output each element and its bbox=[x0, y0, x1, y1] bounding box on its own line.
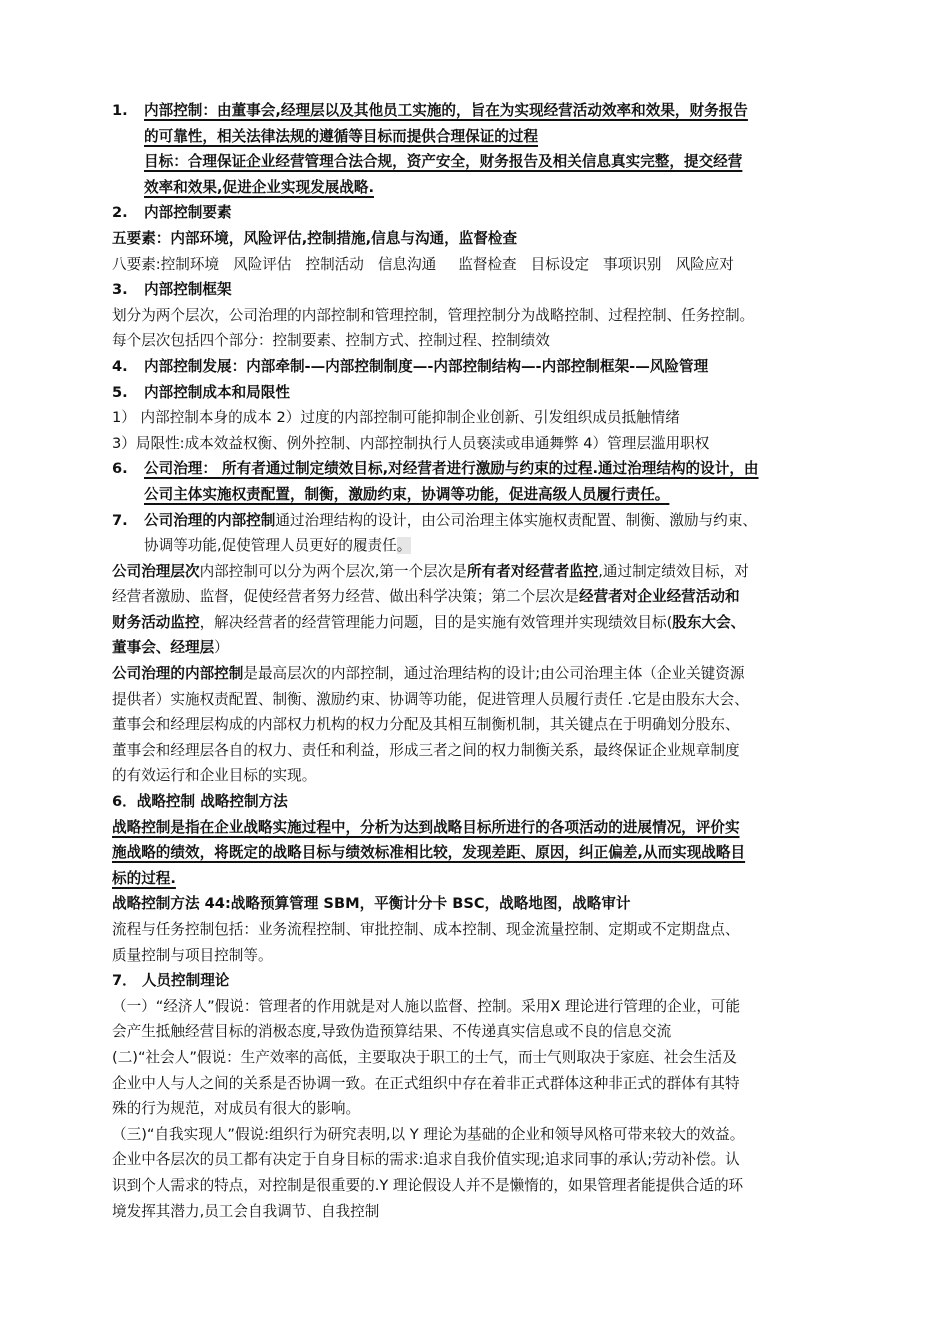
levels-bold: 财务活动监控 bbox=[112, 613, 200, 631]
element-item: 控制环境 bbox=[160, 255, 220, 273]
s2-number: 2. bbox=[112, 204, 128, 222]
s9-p2-line3: 殊的行为规范，对成员有很大的影响。 bbox=[112, 1100, 361, 1118]
s7-line2 bbox=[112, 533, 840, 559]
s3-line1: 划分为两个层次，公司治理的内部控制和管理控制，管理控制分为战略控制、过程控制、任务控制。 bbox=[112, 306, 755, 324]
s9-p3-line3: 识到个人需求的特点，对控制是很重要的.Y 理论假设人并不是懒惰的，如果管理者能提供合适的环 bbox=[112, 1176, 744, 1194]
gov-line1 bbox=[112, 661, 840, 687]
s5-line2: 3）局限性:成本效益权衡、例外控制、内部控制执行人员亵渎或串通舞弊 4）管理层滥用职权 bbox=[112, 434, 710, 452]
s9-heading: 7． 人员控制理论 bbox=[112, 972, 230, 990]
s1-text: 内部控制：由董事会,经理层以及其他员工实施的，旨在为实现经营活动效率和效果，财务报告 bbox=[144, 102, 748, 119]
levels-text: ,通过制定绩效目标，对 bbox=[598, 562, 749, 580]
element-item: 风险应对 bbox=[675, 255, 734, 273]
s5-line1: 1） 内部控制本身的成本 2）过度的内部控制可能抑制企业创新、引发组织成员抵触情绪 bbox=[112, 409, 680, 427]
s8-heading: 6．战略控制 战略控制方法 bbox=[112, 793, 288, 811]
levels-bold: 所有者对经营者监控 bbox=[466, 562, 599, 580]
s1-number: 1. bbox=[112, 102, 128, 119]
element-item: 风险评估 bbox=[233, 255, 292, 273]
s6-line1 bbox=[112, 456, 840, 482]
levels-line2 bbox=[112, 584, 840, 610]
element-item: 事项识别 bbox=[603, 255, 662, 273]
s9-p2-line1: (二)“社会人”假说：生产效率的高低，主要取决于职工的士气，而士气则取决于家庭、社会生活及 bbox=[112, 1048, 737, 1066]
s9-p3-line2: 企业中各层次的员工都有决定于自身目标的需求:追求自我价值实现;追求同事的承认;劳动补偿。认 bbox=[112, 1151, 740, 1169]
s7-text: 通过治理结构的设计，由公司治理主体实施权责配置、制衡、激励与约束、 bbox=[275, 511, 757, 529]
s7-text: 协调等功能,促使管理人员更好的履责任 bbox=[144, 537, 397, 555]
s6-text: 公司治理： 所有者通过制定绩效目标,对经营者进行激励与约束的过程.通过治理结构的设计，由 bbox=[144, 460, 759, 478]
s5-title: 内部控制成本和局限性 bbox=[144, 383, 290, 401]
s9-p2-line2: 企业中人与人之间的关系是否协调一致。在正式组织中存在着非正式群体这种非正式的群体有其特 bbox=[112, 1074, 740, 1092]
s3-heading bbox=[112, 277, 840, 303]
element-item: 目标设定 bbox=[530, 255, 590, 273]
levels-text: ） bbox=[214, 639, 229, 657]
gov-bold: 公司治理的内部控制 bbox=[112, 665, 244, 683]
s1-line3: 目标：合理保证企业经营管理合法合规，资产安全，财务报告及相关信息真实完整，提交经营 bbox=[144, 153, 743, 171]
s6-line2: 公司主体实施权责配置，制衡，激励约束，协调等功能，促进高级人员履行责任。 bbox=[144, 485, 670, 503]
s1-line2: 的可靠性，相关法律法规的遵循等目标而提供合理保证的过程 bbox=[144, 127, 539, 145]
gov-line4: 董事会和经理层各自的权力、责任和利益，形成三者之间的权力制衡关系，最终保证企业规章制度 bbox=[112, 741, 740, 759]
s8-flow1: 流程与任务控制包括：业务流程控制、审批控制、成本控制、现金流量控制、定期或不定期盘点、 bbox=[112, 921, 740, 938]
document-page bbox=[112, 98, 840, 1224]
s1-line4: 效率和效果,促进企业实现发展战略. bbox=[144, 178, 374, 196]
gov-text: 是最高层次的内部控制，通过治理结构的设计;由公司治理主体（企业关键资源 bbox=[243, 665, 745, 683]
levels-line1 bbox=[112, 559, 840, 585]
gov-line2: 提供者）实施权责配置、制衡、激励约束、协调等功能，促进管理人员履行责任 .它是由股东大会、 bbox=[112, 690, 749, 708]
s3-number: 3. bbox=[112, 281, 128, 299]
s3-line2: 每个层次包括四个部分：控制要素、控制方式、控制过程、控制绩效 bbox=[112, 332, 550, 350]
levels-text: 内部控制可以分为两个层次,第一个层次是 bbox=[199, 562, 467, 580]
s4-title: 内部控制发展：内部牵制-—内部控制制度—-内部控制结构—-内部控制框架-—风险管理 bbox=[144, 357, 709, 375]
s3-title: 内部控制框架 bbox=[144, 281, 232, 299]
levels-line3 bbox=[112, 610, 840, 636]
levels-bold: 公司治理层次 bbox=[112, 562, 200, 580]
eight-elements bbox=[112, 252, 840, 278]
s8-flow2: 质量控制与项目控制等。 bbox=[112, 946, 273, 964]
s1-line1 bbox=[112, 98, 840, 124]
levels-bold: 经营者对企业经营活动和 bbox=[579, 588, 740, 606]
s8-line2: 施战略的绩效，将既定的战略目标与绩效标准相比较，发现差距、原因，纠正偏差,从而实现战略目 bbox=[112, 844, 746, 862]
s2-heading bbox=[112, 200, 840, 226]
gov-line3: 董事会和经理层构成的内部权力机构的权力分配及其相互制衡机制，其关键点在于明确划分股东、 bbox=[112, 716, 740, 734]
levels-bold: 董事会、经理层 bbox=[112, 639, 215, 657]
s8-line3: 标的过程. bbox=[112, 869, 176, 887]
s6-number: 6. bbox=[112, 460, 128, 478]
s9-p3-line4: 境发挥其潜力,员工会自我调节、自我控制 bbox=[112, 1202, 380, 1220]
s9-p1-line1: （一）“经济人”假说：管理者的作用就是对人施以监督、控制。采用X 理论进行管理的企业，可能 bbox=[112, 997, 741, 1015]
levels-line4 bbox=[112, 635, 840, 661]
levels-text: 经营者激励、监督，促使经营者努力经营、做出科学决策；第二个层次是 bbox=[112, 588, 580, 606]
eight-label: 八要素: bbox=[112, 255, 161, 273]
s4-number: 4. bbox=[112, 357, 128, 375]
element-item: 信息沟通 bbox=[377, 255, 437, 273]
s7-bold: 公司治理的内部控制 bbox=[144, 511, 276, 529]
five-elements: 五要素：内部环境，风险评估,控制措施,信息与沟通，监督检查 bbox=[112, 229, 518, 247]
gov-line5: 的有效运行和企业目标的实现。 bbox=[112, 767, 317, 785]
element-item: 监督检查 bbox=[458, 255, 517, 273]
s4-heading bbox=[112, 354, 840, 380]
s9-p1-line2: 会产生抵触经营目标的消极态度,导致伪造预算结果、不传递真实信息或不良的信息交流 bbox=[112, 1023, 672, 1041]
s7-highlight: 。 bbox=[396, 537, 412, 555]
s2-title: 内部控制要素 bbox=[144, 204, 232, 222]
s8-line1: 战略控制是指在企业战略实施过程中，分析为达到战略目标所进行的各项活动的进展情况，评价实 bbox=[112, 818, 740, 836]
element-item: 控制活动 bbox=[305, 255, 364, 273]
levels-bold: 股东大会、 bbox=[672, 613, 746, 631]
s5-heading bbox=[112, 380, 840, 406]
s5-number: 5. bbox=[112, 383, 128, 401]
s9-p3-line1: （三)“自我实现人”假说:组织行为研究表明,以 Y 理论为基础的企业和领导风格可带来较大的效益。 bbox=[112, 1125, 745, 1143]
s7-line1 bbox=[112, 508, 840, 534]
s8-methods: 战略控制方法 44:战略预算管理 SBM，平衡计分卡 BSC，战略地图，战略审计 bbox=[112, 895, 631, 913]
s7-number: 7. bbox=[112, 511, 128, 529]
levels-text: ，解决经营者的经营管理能力问题，目的是实施有效管理并实现绩效目标( bbox=[199, 613, 673, 631]
